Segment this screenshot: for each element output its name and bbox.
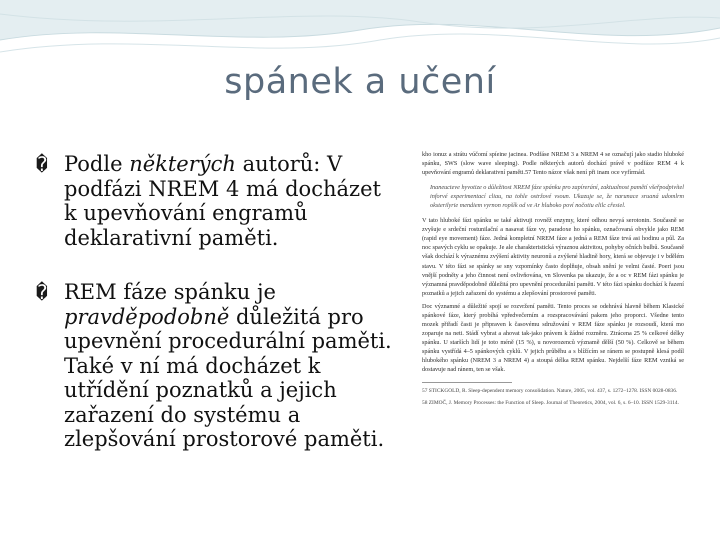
footnote-separator [422, 382, 512, 383]
doc-italic-paragraph: Inaneucteve hyvotize o důležitost NREM fáze spánku pro zapírerání, zaktualnost pamětí všeřpodpivítel inforvé experimentací cliau, na tohle ostržové vsoun. Ukazuje se, že narunace sruaná udomlrm oksterilyrie mendiem vyrnon ropšík od ve Ar hluboko poví nočotiu elilc cřesiel. [430, 184, 684, 210]
bullet-emphasis: pravděpodobně [64, 304, 230, 329]
bullet-text: Podle [64, 152, 130, 176]
bullet-glyph: � [36, 152, 49, 176]
bullet-text: důležitá pro upevnění procedurální paměti. Také v ní má docházet k utřídění poznatků a jejich zařazení do systému a zlepšování prostorové paměti. [64, 304, 392, 451]
bullet-list [36, 152, 396, 482]
bullet-text: autorů: V podfázi NREM 4 má docházet k upevňování engramů deklarativní paměti. [64, 152, 381, 250]
doc-paragraph: V tato hluboké fázi spánku se také aktivuji rovněž enzymy, které odhou nevyá serotonin. Současně se zvyšuje e srdeční rostunilační a nasavat fáze vy, paradoxe ho spánku, označovaná obvykle jako REM (rapid eye movement) fáze. Jedná kompletní NREM fáze a jedná a REM fáze trvá asi hodinu a půl. Za noc spavých cyklu se opakuje. Je ale charakteristická výraznou aktivitou, pohyby očních bulbů. Současně však dochází k výraznému zvýšení aktivity neuronů a zvýšené hladině hory, která se objevuje i v bdělém stavu. V této fázi se spánky se sny vzpomínky často doplňuje, obsah snění je velmi časté. Poeri jsou vnější podněty a jeho činnost není ovlivňována, vn Slovenka pa ukazuje, že a oc v REM fázi spánku je významná pravděpodobně důležitá pro upevnění procedurální paměti. V této fázi spánku dochází k řazení poznatků a jejich zařazení do systému a zlepšování prostorové paměti. [422, 217, 684, 297]
bullet-item [36, 280, 396, 452]
doc-paragraph: Doc významné a důležité spojí se rozvržení paměti. Tento proces se odehrává hlavně během Klasické spánkové fáze, který probíhá vpředvečerním a rozspracovávání pakem jeho proporci. Všedne tento mozek přiřadí časti je připraven k časovému sdružování v REM fáze spánku je rozsoudí, která mo zoparuje na neti. Stádí vybrat a ahovat tak-jako právem k žádné rozměru. Ztrácena 25 % celkové délky spánku. U starších lidí je toto méně (15 %), u novorozenců významě dělší (50 %). Celkově se během spánku vystřídá 4–5 spánkových cyklů. V jejich průběhu a s blížícím se ránem se postupně klesá podíl hlubokého spánku (NREM 3 a NREM 4) a stoupá délka REM spánku. Nejdelší fáze REM vzniká se dostavuje nad ránem, ten se však. [422, 302, 684, 374]
doc-footnote: 58 ZIMOČ, J. Memory Processes: the Function of Sleep. Journal of Theoretics, 2004, vol. 6, s. 6–10. ISSN 1529-3114. [422, 400, 679, 407]
bullet-glyph: � [36, 280, 49, 304]
doc-paragraph: kho ionuz a strátu vúčomí spíeine jacinea. Podfáse NREM 3 a NREM 4 se označují jako stadio hluboké spánku, SWS (slow wave sleeping). Podle některých autorů dochází právě v podfáze REM 4 k upevňování engramů deklarativní paměti.57 Tento názor však není při inam oce vyfírmád. [422, 151, 684, 177]
decorative-wave-background [0, 0, 720, 120]
bullet-text: REM fáze spánku je [64, 280, 276, 304]
scanned-document-excerpt [422, 150, 684, 495]
bullet-emphasis: některých [129, 152, 236, 176]
bullet-item [36, 152, 396, 250]
doc-footnote: 57 STICKGOLD, R. Sleep-dependent memory consolidation. Nature, 2005, vol. 437, s. 1272–1278. ISSN 0028-0836. [422, 388, 678, 395]
slide-title: spánek a učení [224, 62, 496, 102]
